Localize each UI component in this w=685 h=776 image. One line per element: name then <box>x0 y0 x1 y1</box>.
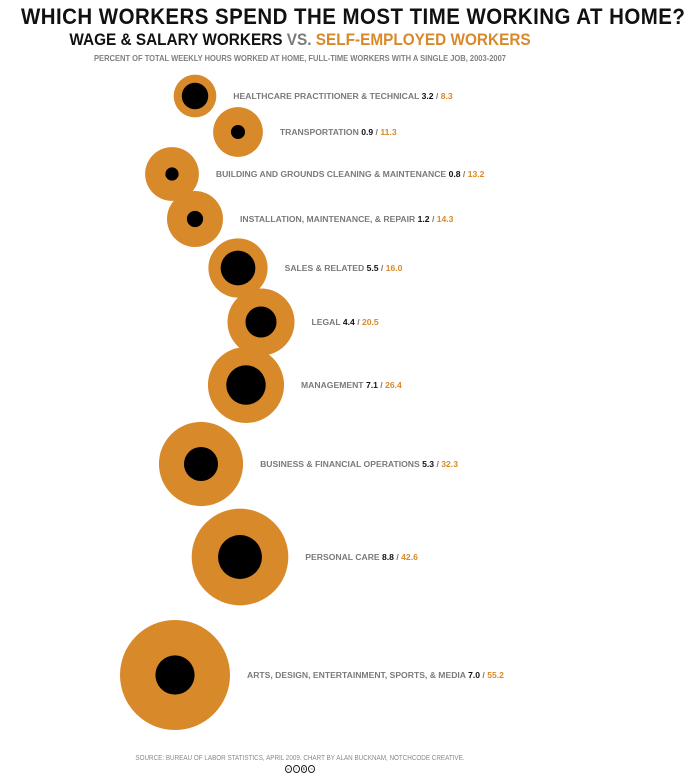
wage-value-label: 5.3 <box>422 459 435 469</box>
category-label <box>312 317 379 327</box>
value-separator: / <box>373 127 381 137</box>
category-label <box>285 263 403 273</box>
wage-value-label: 0.9 <box>361 127 374 137</box>
wage-value-label: 7.1 <box>365 380 378 390</box>
wage-salary-bubble <box>218 535 262 579</box>
category-label <box>247 670 504 680</box>
category-label <box>240 214 454 224</box>
wage-salary-bubble <box>155 655 194 694</box>
nc-icon: $ <box>301 765 308 773</box>
self-value-label: 55.2 <box>487 670 504 680</box>
self-value-label: 42.6 <box>401 552 418 562</box>
value-separator: / <box>429 214 437 224</box>
wage-salary-bubble <box>231 125 245 139</box>
self-value-label: 20.5 <box>361 317 379 327</box>
self-value-label: 14.3 <box>436 214 454 224</box>
value-separator: / <box>460 169 468 179</box>
value-separator: / <box>480 670 488 680</box>
category-name: ARTS, DESIGN, ENTERTAINMENT, SPORTS, & MEDIA <box>247 670 469 680</box>
wage-value-label: 7.0 <box>468 670 481 680</box>
category-name: TRANSPORTATION <box>279 127 362 137</box>
cc-icon: c <box>285 765 292 773</box>
category-name: SALES & RELATED <box>284 263 367 273</box>
subtitle-self: SELF-EMPLOYED WORKERS <box>315 31 531 49</box>
self-value-label: 16.0 <box>385 263 403 273</box>
category-name: INSTALLATION, MAINTENANCE, & REPAIR <box>240 214 418 224</box>
license-icons <box>285 765 315 773</box>
self-value-label: 26.4 <box>385 380 402 390</box>
wage-value-label: 4.4 <box>342 317 355 327</box>
self-value-label: 13.2 <box>467 169 485 179</box>
by-icon: i <box>293 765 300 773</box>
chart-description: PERCENT OF TOTAL WEEKLY HOURS WORKED AT HOME, FULL-TIME WORKERS WITH A SINGLE JOB, 2003-2007 <box>94 53 506 63</box>
wage-value-label: 0.8 <box>448 169 461 179</box>
chart-title: WHICH WORKERS SPEND THE MOST TIME WORKING AT HOME? <box>21 4 685 29</box>
value-separator: / <box>393 552 402 562</box>
wage-value-label: 3.2 <box>421 91 434 101</box>
category-label <box>305 552 418 562</box>
value-separator: / <box>378 263 386 273</box>
category-name: BUILDING AND GROUNDS CLEANING & MAINTENANCE <box>215 169 449 179</box>
wage-salary-bubble <box>182 83 208 109</box>
category-label <box>216 169 485 179</box>
category-label <box>260 459 458 469</box>
value-separator: / <box>354 317 362 327</box>
category-name: BUSINESS & FINANCIAL OPERATIONS <box>260 459 423 469</box>
subtitle-wage: WAGE & SALARY WORKERS <box>69 31 283 49</box>
source-note: SOURCE: BUREAU OF LABOR STATISTICS, APRIL 2009. CHART BY ALAN BUCKNAM, NOTCHCODE CREATIVE. <box>135 755 465 762</box>
category-name: LEGAL <box>311 317 343 327</box>
category-name: MANAGEMENT <box>301 380 366 390</box>
wage-salary-bubble <box>221 251 256 286</box>
self-value-label: 11.3 <box>380 127 397 137</box>
self-value-label: 8.3 <box>440 91 453 101</box>
category-label <box>233 91 453 101</box>
value-separator: / <box>433 91 441 101</box>
category-name: PERSONAL CARE <box>305 552 383 562</box>
nd-icon: = <box>308 765 315 773</box>
wage-salary-bubble <box>187 211 203 227</box>
value-separator: / <box>434 459 442 469</box>
wage-salary-bubble <box>226 365 265 404</box>
self-value-label: 32.3 <box>441 459 458 469</box>
wage-value-label: 5.5 <box>366 263 379 273</box>
wage-salary-bubble <box>165 167 178 180</box>
category-label <box>301 380 402 390</box>
category-name: HEALTHCARE PRACTITIONER & TECHNICAL <box>233 91 422 101</box>
value-separator: / <box>377 380 386 390</box>
wage-value-label: 1.2 <box>417 214 430 224</box>
wage-salary-bubble <box>184 447 218 481</box>
wage-salary-bubble <box>245 306 276 337</box>
wage-value-label: 8.8 <box>382 552 394 562</box>
subtitle-vs: VS. <box>286 31 312 49</box>
category-label <box>280 127 397 137</box>
